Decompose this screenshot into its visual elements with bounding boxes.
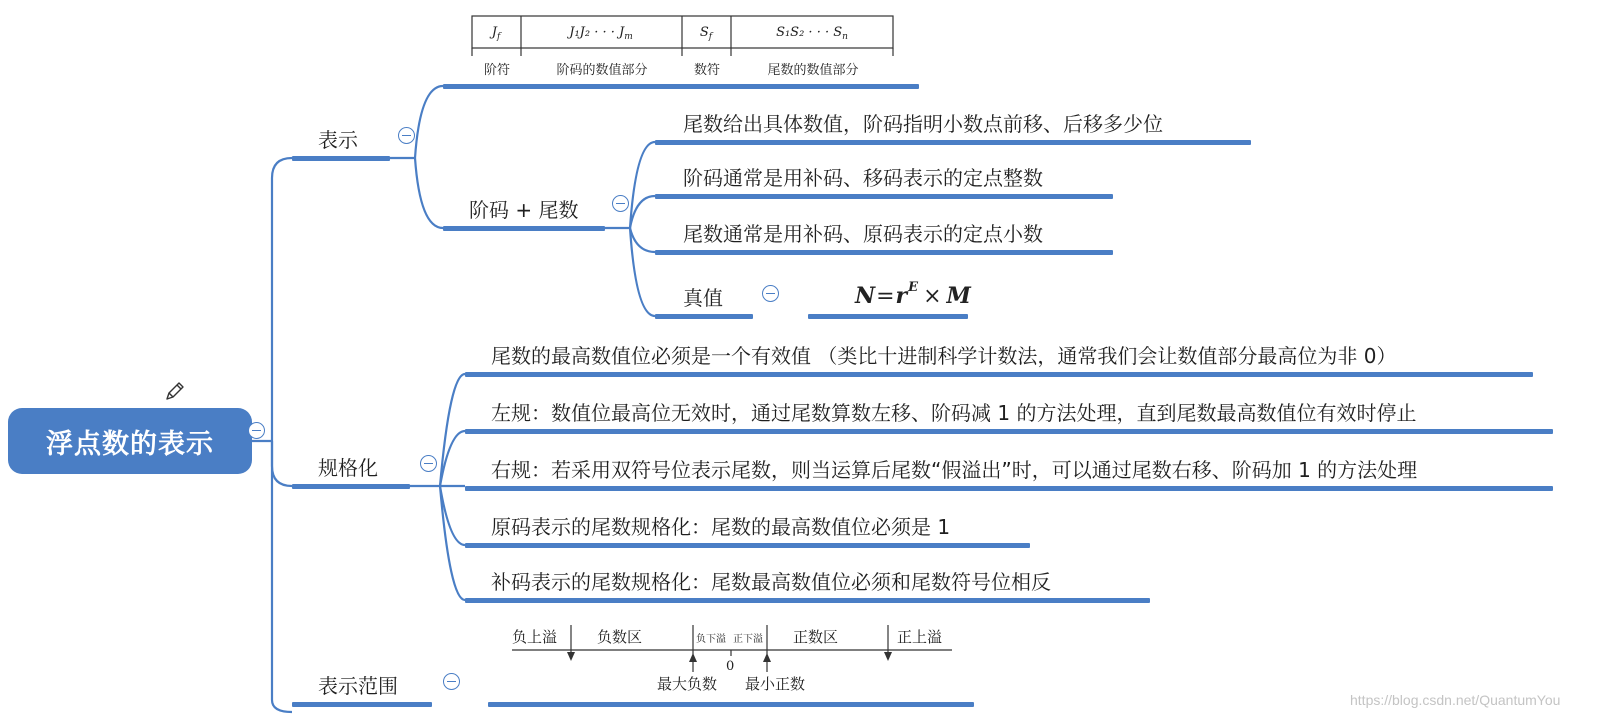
node-exponent-mantissa-underline: [443, 226, 605, 231]
node-exponent-encoding[interactable]: 阶码通常是用补码、移码表示的定点整数: [683, 166, 1043, 190]
node-normalization-underline: [292, 484, 410, 489]
format-field-mantissa-sign: $S_f$: [699, 25, 713, 42]
node-representation-underline: [292, 156, 390, 161]
node-format-diagram-underline: [443, 84, 919, 89]
format-field-exponent-sign: $J_f$: [491, 25, 501, 42]
node-underline: [465, 429, 1553, 434]
watermark: https://blog.csdn.net/QuantumYou: [1350, 692, 1561, 708]
node-underline: [655, 140, 1251, 145]
node-true-value-underline: [655, 314, 753, 319]
format-caption-mantissa-value: 尾数的数值部分: [767, 63, 859, 78]
node-underline: [655, 194, 1113, 199]
collapse-icon[interactable]: [612, 195, 629, 212]
range-min-positive: 最小正数: [745, 675, 806, 693]
node-underline: [465, 543, 1030, 548]
format-caption-exponent-value: 阶码的数值部分: [556, 63, 648, 78]
node-underline: [465, 372, 1533, 377]
range-negative-region: 负数区: [597, 628, 643, 646]
range-zero: 0: [726, 659, 735, 674]
format-field-exponent-value: J₁J₂ · · · $J_m$: [569, 25, 633, 42]
node-mantissa-exponent-meaning[interactable]: 尾数给出具体数值，阶码指明小数点前移、后移多少位: [683, 112, 1163, 136]
collapse-icon[interactable]: [398, 127, 415, 144]
pencil-icon: [164, 380, 186, 402]
node-left-normalize[interactable]: 左规：数值位最高位无效时，通过尾数算数左移、阶码减 1 的方法处理，直到尾数最高数值位有效时停止: [491, 401, 1417, 425]
node-range-underline: [292, 702, 432, 707]
format-field-mantissa-value: S₁S₂ · · · $S_n$: [776, 25, 848, 42]
range-negative-underflow: 负下溢: [696, 634, 726, 645]
node-underline: [655, 250, 1113, 255]
node-true-value[interactable]: 真值: [683, 286, 723, 310]
collapse-icon[interactable]: [248, 422, 265, 439]
format-caption-mantissa-sign: 数符: [693, 63, 721, 78]
true-value-formula: $N=r^E \times M$: [855, 279, 971, 309]
node-normalization[interactable]: 规格化: [318, 456, 378, 480]
root-node[interactable]: [8, 408, 252, 474]
range-positive-region: 正数区: [793, 628, 839, 646]
node-underline: [465, 598, 1150, 603]
node-normalization-rule[interactable]: 尾数的最高数值位必须是一个有效值 （类比十进制科学计数法，通常我们会让数值部分最高位为非 0）: [491, 344, 1397, 368]
root-node-label: 浮点数的表示: [46, 428, 214, 460]
range-max-negative: 最大负数: [657, 675, 718, 693]
collapse-icon[interactable]: [762, 285, 779, 302]
node-twos-complement-normalization[interactable]: 补码表示的尾数规格化：尾数最高数值位必须和尾数符号位相反: [491, 570, 1051, 594]
node-sign-magnitude-normalization[interactable]: 原码表示的尾数规格化：尾数的最高数值位必须是 1: [491, 515, 951, 539]
range-diagram-underline: [488, 702, 974, 707]
true-value-formula-underline: [808, 314, 968, 319]
node-range[interactable]: 表示范围: [318, 674, 398, 698]
node-exponent-mantissa[interactable]: 阶码 + 尾数: [469, 198, 579, 222]
range-positive-overflow: 正上溢: [897, 628, 943, 646]
node-right-normalize[interactable]: 右规：若采用双符号位表示尾数，则当运算后尾数“假溢出”时，可以通过尾数右移、阶码加 1 的方法处理: [491, 458, 1418, 482]
collapse-icon[interactable]: [443, 673, 460, 690]
range-negative-overflow: 负上溢: [512, 628, 558, 646]
node-representation[interactable]: 表示: [318, 128, 358, 152]
collapse-icon[interactable]: [420, 455, 437, 472]
node-mantissa-encoding[interactable]: 尾数通常是用补码、原码表示的定点小数: [683, 222, 1043, 246]
node-underline: [465, 486, 1553, 491]
format-caption-exponent-sign: 阶符: [483, 63, 511, 78]
range-positive-underflow: 正下溢: [733, 634, 763, 645]
